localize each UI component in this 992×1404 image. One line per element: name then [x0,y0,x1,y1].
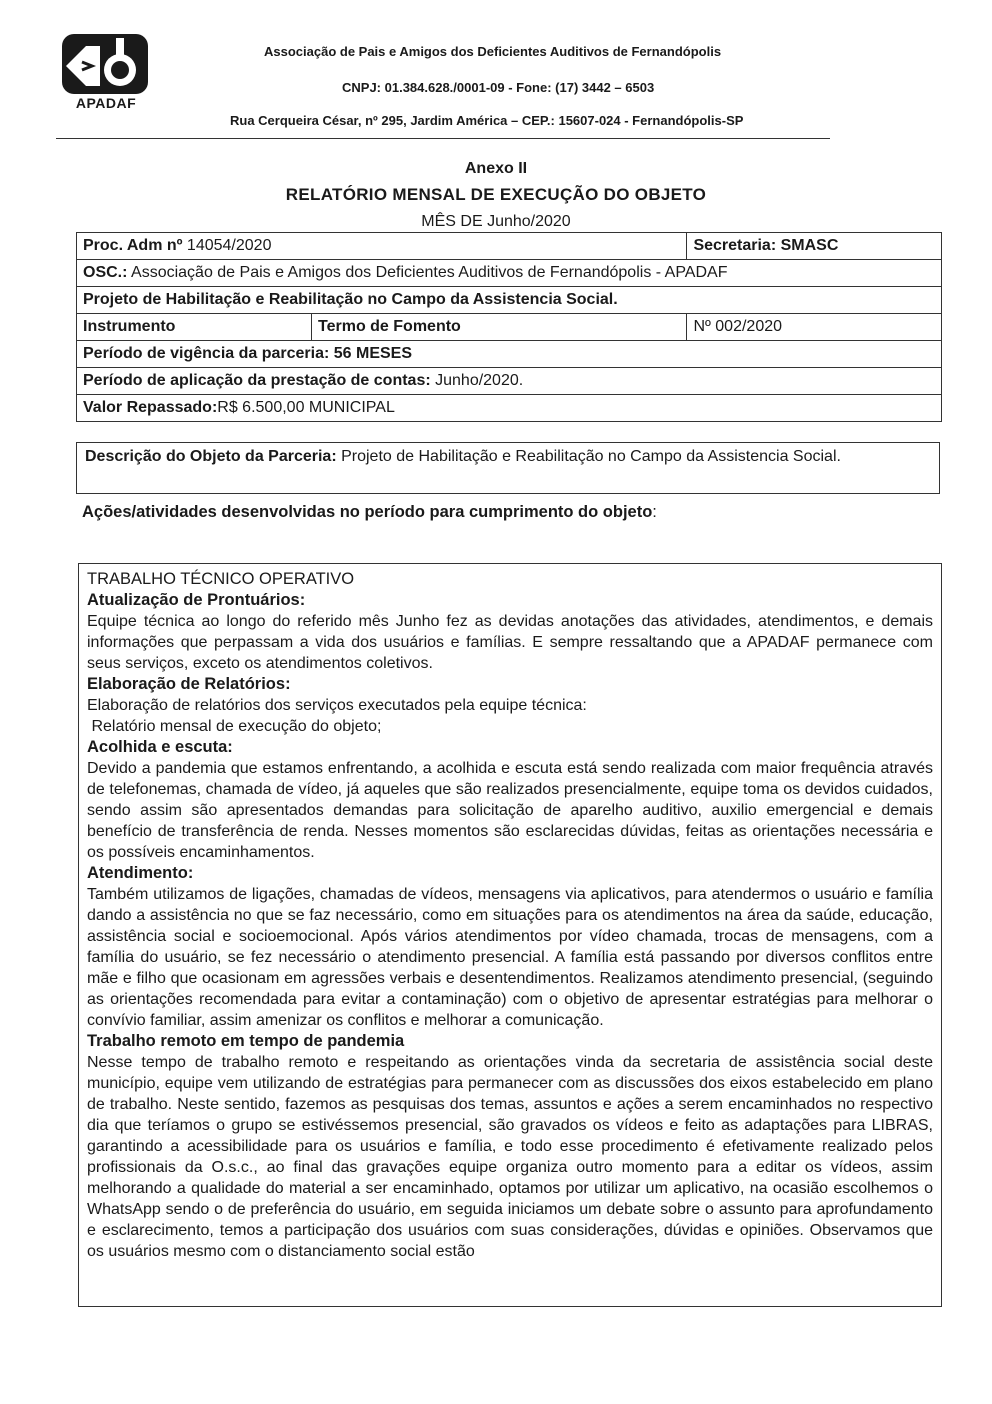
proc-cell [77,233,687,260]
logo-text: APADAF [75,95,137,111]
section-title-remoto: Trabalho remoto em tempo de pandemia [87,1032,405,1050]
section-text-acolhida: Devido a pandemia que estamos enfrentando, a acolhida e escuta está sendo realizada com maior frequência através de telefonemas, chamada de vídeo, já aqueles que são realizados presencialmente, equipe toma os devidos cuidados, sendo assim são apresentados demandas para solicitação de aparelho auditivo, auxilio emergencial e demais benefício de transferência de renda. Nesses momentos são esclarecidas dúvidas, feitas as orientações necessária e os possíveis encaminhamentos. [87,760,933,861]
instrumento-label: Instrumento [77,314,312,341]
aplicacao-cell [77,368,942,395]
acoes-heading [82,503,657,522]
aplicacao-value: Junho/2020. [430,372,524,389]
descricao-label: Descrição do Objeto da Parceria: [85,448,337,465]
projeto-cell: Projeto de Habilitação e Reabilitação no Campo da Assistencia Social. [77,287,942,314]
section-text-prontuarios: Equipe técnica ao longo do referido mês Junho fez as devidas anotações das atividades, atendimentos, e demais informações que perpassam a vida dos usuários e famílias. E sempre ressaltando que a APADAF permanece com seus serviços, exceto os atendimentos coletivos. [87,613,933,672]
valor-cell [77,395,942,422]
annex-title: Anexo II [464,160,528,177]
section-title-prontuarios: Atualização de Prontuários: [87,591,306,609]
section-title-acolhida: Acolhida e escuta: [87,738,233,756]
month-title: MÊS DE Junho/2020 [421,213,571,230]
proc-label: Proc. Adm nº [83,237,183,254]
acoes-label: Ações/atividades desenvolvidas no período para cumprimento do objeto [82,503,653,521]
acoes-suffix: : [652,503,657,521]
report-title: RELATÓRIO MENSAL DE EXECUÇÃO DO OBJETO [285,185,707,204]
valor-label: Valor Repassado: [83,399,218,416]
descricao-box [76,442,940,494]
address-line: Rua Cerqueira César, nº 295, Jardim América – CEP.: 15607-024 - Fernandópolis-SP [230,113,744,128]
osc-value: Associação de Pais e Amigos dos Deficientes Auditivos de Fernandópolis - APADAF [127,264,728,281]
section-text-relatorios-2: Relatório mensal de execução do objeto; [87,718,382,735]
numero-cell: Nº 002/2020 [687,314,942,341]
valor-value: R$ 6.500,00 MUNICIPAL [217,399,395,416]
cnpj-line: CNPJ: 01.384.628./0001-09 - Fone: (17) 3442 – 6503 [342,80,655,95]
osc-label: OSC.: [83,264,128,281]
descricao-value: Projeto de Habilitação e Reabilitação no Campo da Assistencia Social. [336,448,841,465]
header-divider [56,138,830,139]
section-text-remoto: Nesse tempo de trabalho remoto e respeitando as orientações vinda da secretaria de assistência social deste município, equipe vem utilizando de estratégias para permanecer com as discussões dos eixos estabelecido em plano de trabalho. Neste sentido, fazemos as pesquisas dos temas, assuntos e ações a serem encaminhados no respectivo dia que teríamos o grupo se estivéssemos presencial, são gravados os vídeos e feito as adaptações para LIBRAS, garantindo a acessibilidade para os usuários e família, e todo esse procedimento é efetivamente realizado pelos profissionais da O.s.c., ao final das gravações equipe organiza outro momento para a editar os vídeos, assim melhorando a qualidade do material a ser encaminhado, optamos por utilizar um aplicativo, na ocasião escolhemos o WhatsApp sendo o de preferência do usuário, em seguida iniciamos um debate sobre o assunto para aprofundamento e esclarecimento, temos a participação dos usuários com suas considerações, dúvidas e opiniões. Observamos que os usuários mesmo com o distanciamento social estão [87,1054,933,1260]
instrumento-value: Termo de Fomento [312,314,687,341]
section-text-relatorios-1: Elaboração de relatórios dos serviços executados pela equipe técnica: [87,697,587,714]
aplicacao-label: Período de aplicação da prestação de contas: [83,372,431,389]
section-title-relatorios: Elaboração de Relatórios: [87,675,291,693]
vigencia-cell: Período de vigência da parceria: 56 MESES [77,341,942,368]
activities-box [78,563,942,1307]
secretaria-cell: Secretaria: SMASC [687,233,942,260]
org-name: Associação de Pais e Amigos dos Deficientes Auditivos de Fernandópolis [264,44,722,59]
proc-value: 14054/2020 [182,237,272,254]
section-title-atendimento: Atendimento: [87,864,194,882]
section-text-atendimento: Também utilizamos de ligações, chamadas de vídeos, mensagens via aplicativos, para atendermos o usuário e família dando a assistência no que se faz necessário, como em situações para os atendimentos na área da saúde, educação, assistência social e socioemocional. Após vários atendimentos por vídeo chamada, trocas de mensagens, com a família do usuário, se fez necessário o atendimento presencial. A família está passando por diversos conflitos entre mãe e filho que ocasionam em agressões verbais e desentendimentos. Realizamos atendimento presencial, (seguindo as orientações recomendada para evitar a contaminação) com o objetivo de apresentar estratégias para melhorar o convívio familiar, assim amenizar os conflitos e melhorar a comunicação. [87,886,933,1029]
info-table [76,232,942,422]
osc-cell [77,260,942,287]
main-title: TRABALHO TÉCNICO OPERATIVO [87,570,355,588]
